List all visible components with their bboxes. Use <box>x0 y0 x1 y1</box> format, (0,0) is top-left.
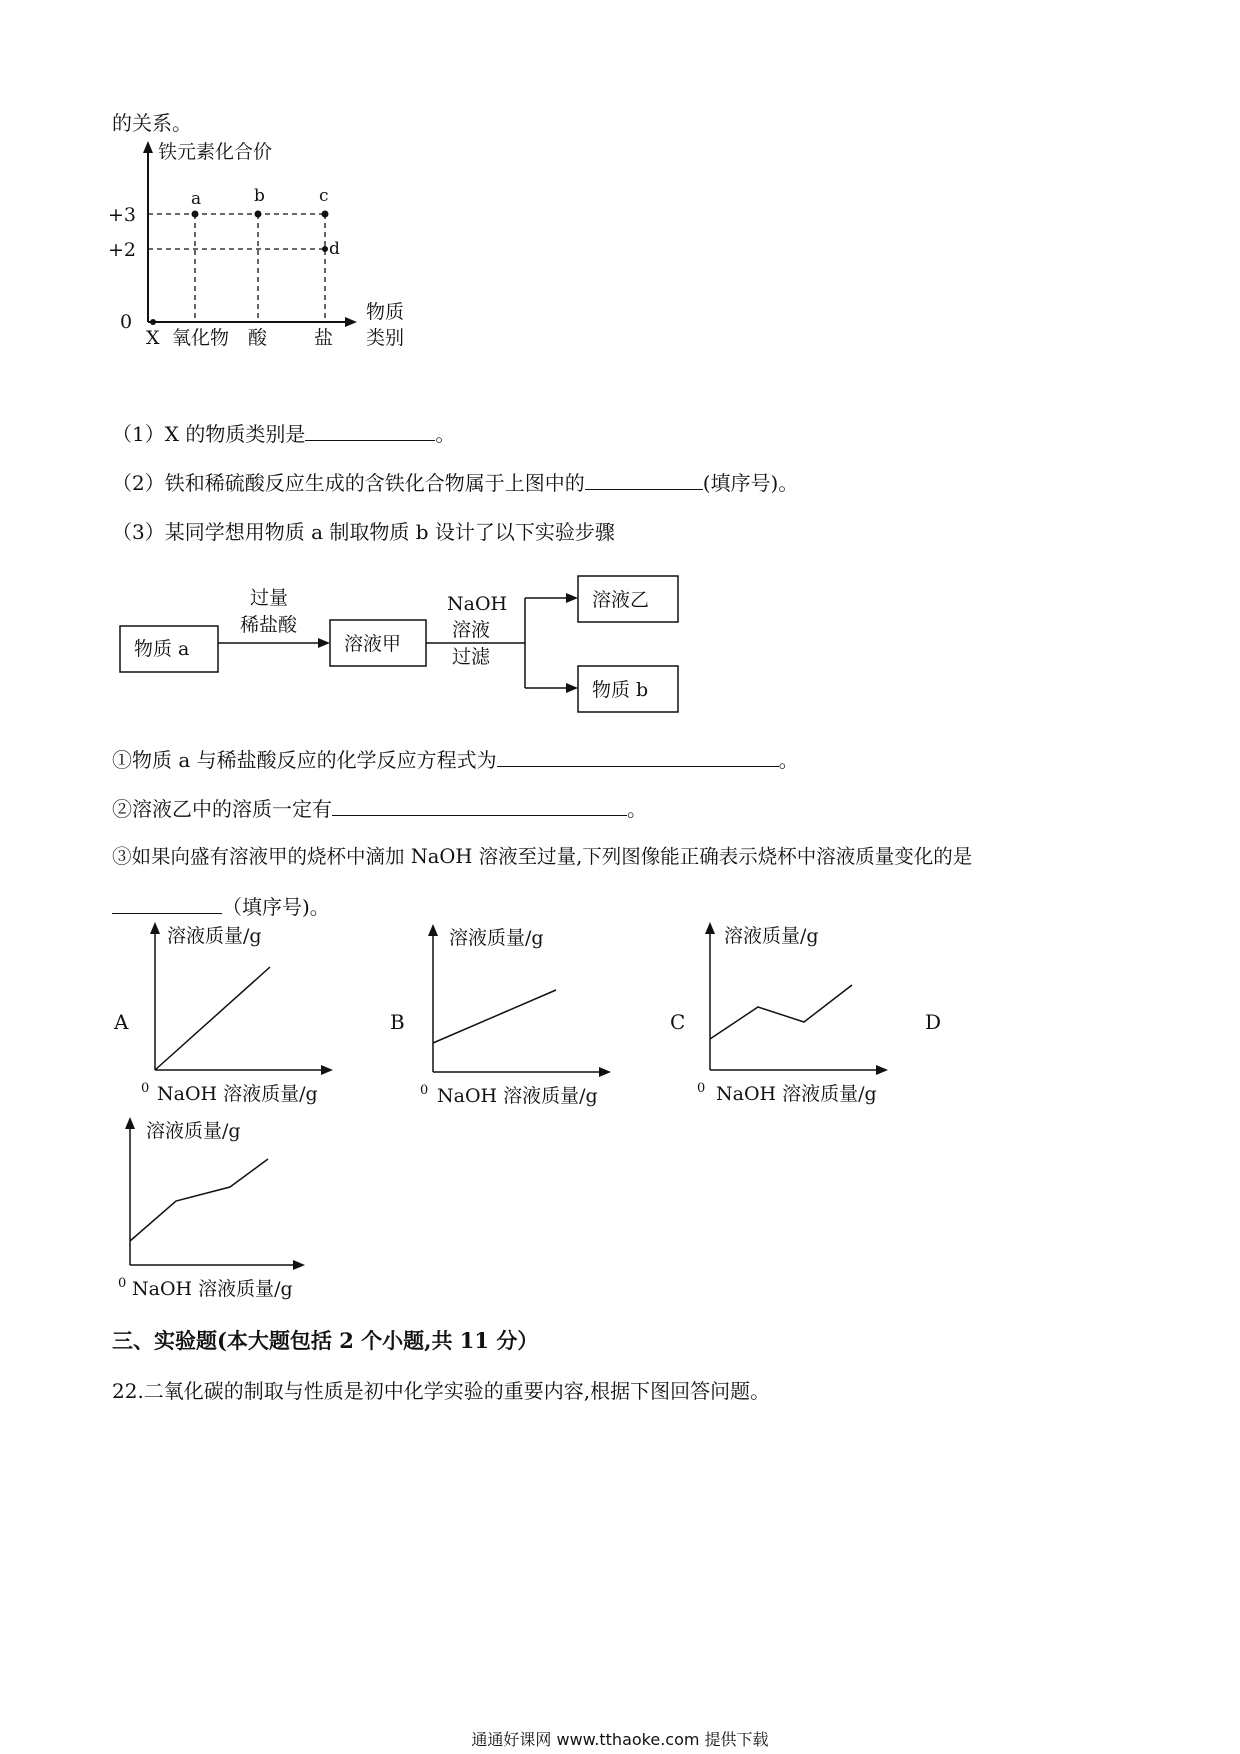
graph-c-x-label: NaOH 溶液质量/g <box>716 1083 877 1105</box>
reagent2-line1: NaOH <box>447 593 508 615</box>
branch-up-head <box>566 593 578 603</box>
question-1-text: （1）X 的物质类别是 <box>112 422 306 446</box>
point-c <box>322 211 329 218</box>
option-label-d: D <box>925 1010 942 1034</box>
sub-question-3-end: （填序号)。 <box>222 895 330 919</box>
question-22: 22.二氧化碳的制取与性质是初中化学实验的重要内容,根据下图回答问题。 <box>112 1379 771 1403</box>
point-d <box>322 246 328 252</box>
graph-d <box>112 1115 322 1305</box>
graph-a <box>135 920 345 1110</box>
answer-blank-4[interactable] <box>332 797 627 816</box>
box-substance-a-label: 物质 a <box>134 638 190 660</box>
question-1 <box>112 418 455 447</box>
question-2 <box>112 467 798 496</box>
question-3: （3）某同学想用物质 a 制取物质 b 设计了以下实验步骤 <box>112 520 615 544</box>
branch-down-head <box>566 683 578 693</box>
experiment-flow-diagram <box>100 570 700 730</box>
graph-b-x-arrow <box>599 1067 611 1077</box>
graph-a-y-label: 溶液质量/g <box>167 925 262 947</box>
graph-b-origin: 0 <box>420 1083 429 1098</box>
graph-c-origin: 0 <box>697 1081 706 1096</box>
graph-b-y-label: 溶液质量/g <box>449 927 544 949</box>
graph-d-curve <box>130 1159 268 1241</box>
valence-x-arrow <box>345 317 357 327</box>
valence-y-arrow <box>143 141 153 153</box>
graph-c <box>692 920 902 1110</box>
graph-c-curve <box>710 985 852 1039</box>
point-label-c: c <box>319 186 329 206</box>
graph-a-curve <box>155 967 270 1070</box>
x-cat-acid: 酸 <box>248 327 268 349</box>
option-label-c: C <box>670 1010 686 1034</box>
answer-blank-3[interactable] <box>497 748 779 767</box>
graph-c-x-arrow <box>876 1065 888 1075</box>
page-footer: 通通好课网 www.tthaoke.com 提供下载 <box>471 1730 769 1749</box>
arrow-1-head <box>318 638 330 648</box>
x-cat-x: X <box>146 327 160 349</box>
question-2-end: (填序号)。 <box>702 471 799 495</box>
graph-a-x-arrow <box>321 1065 333 1075</box>
x-label-line2: 类别 <box>366 327 405 349</box>
graph-a-x-label: NaOH 溶液质量/g <box>157 1083 318 1105</box>
sub-question-2-end: 。 <box>627 797 647 821</box>
reagent2-line3: 过滤 <box>452 646 491 668</box>
y-tick-zero: 0 <box>120 311 133 333</box>
graph-c-y-label: 溶液质量/g <box>724 925 819 947</box>
reagent1-line1: 过量 <box>250 587 289 609</box>
option-label-b: B <box>390 1010 405 1034</box>
question-2-text: （2）铁和稀硫酸反应生成的含铁化合物属于上图中的 <box>112 471 585 495</box>
question-1-end: 。 <box>435 422 456 446</box>
box-solution-jia-label: 溶液甲 <box>344 633 402 655</box>
point-label-d: d <box>329 239 340 259</box>
iron-valence-chart <box>100 138 460 398</box>
sub-question-3-answer-line <box>112 891 330 920</box>
y-tick-plus3: +3 <box>108 204 137 226</box>
answer-blank-5[interactable] <box>112 895 222 914</box>
graph-a-y-arrow <box>150 922 160 934</box>
answer-blank-1[interactable] <box>305 422 435 441</box>
box-solution-yi-label: 溶液乙 <box>592 589 650 611</box>
box-substance-b-label: 物质 b <box>592 679 649 701</box>
graph-d-x-label: NaOH 溶液质量/g <box>132 1278 293 1300</box>
point-label-b: b <box>254 186 265 206</box>
graph-d-y-label: 溶液质量/g <box>146 1120 241 1142</box>
option-label-a: A <box>114 1010 129 1034</box>
graph-c-y-arrow <box>705 922 715 934</box>
point-label-a: a <box>191 189 202 209</box>
answer-blank-2[interactable] <box>585 471 703 490</box>
graph-d-origin: 0 <box>118 1276 127 1291</box>
sub-question-1-end: 。 <box>778 748 799 772</box>
graph-b-y-arrow <box>428 924 438 936</box>
x-label-line1: 物质 <box>366 301 405 323</box>
valence-y-label: 铁元素化合价 <box>158 141 273 163</box>
reagent1-line2: 稀盐酸 <box>240 614 298 636</box>
graph-b-x-label: NaOH 溶液质量/g <box>437 1085 598 1107</box>
graph-b-curve <box>433 990 556 1043</box>
x-cat-oxide: 氧化物 <box>172 327 230 349</box>
reagent2-line2: 溶液 <box>452 619 491 641</box>
section-3-title: 三、实验题(本大题包括 2 个小题,共 11 分） <box>112 1328 539 1353</box>
graph-d-x-arrow <box>293 1260 305 1270</box>
y-tick-plus2: +2 <box>108 239 137 261</box>
graph-a-origin: 0 <box>141 1081 150 1096</box>
point-x <box>150 319 156 325</box>
point-a <box>192 211 199 218</box>
graph-d-y-arrow <box>125 1117 135 1129</box>
sub-question-1-text: ①物质 a 与稀盐酸反应的化学反应方程式为 <box>112 748 497 772</box>
point-b <box>255 211 262 218</box>
sub-question-2-text: ②溶液乙中的溶质一定有 <box>112 797 332 821</box>
sub-question-3-text: ③如果向盛有溶液甲的烧杯中滴加 NaOH 溶液至过量,下列图像能正确表示烧杯中溶液质量变化的是 <box>112 845 973 868</box>
x-cat-salt: 盐 <box>314 327 334 349</box>
sub-question-2 <box>112 793 647 822</box>
graph-b <box>415 922 625 1112</box>
intro-text: 的关系。 <box>112 111 192 135</box>
sub-question-1 <box>112 744 799 773</box>
